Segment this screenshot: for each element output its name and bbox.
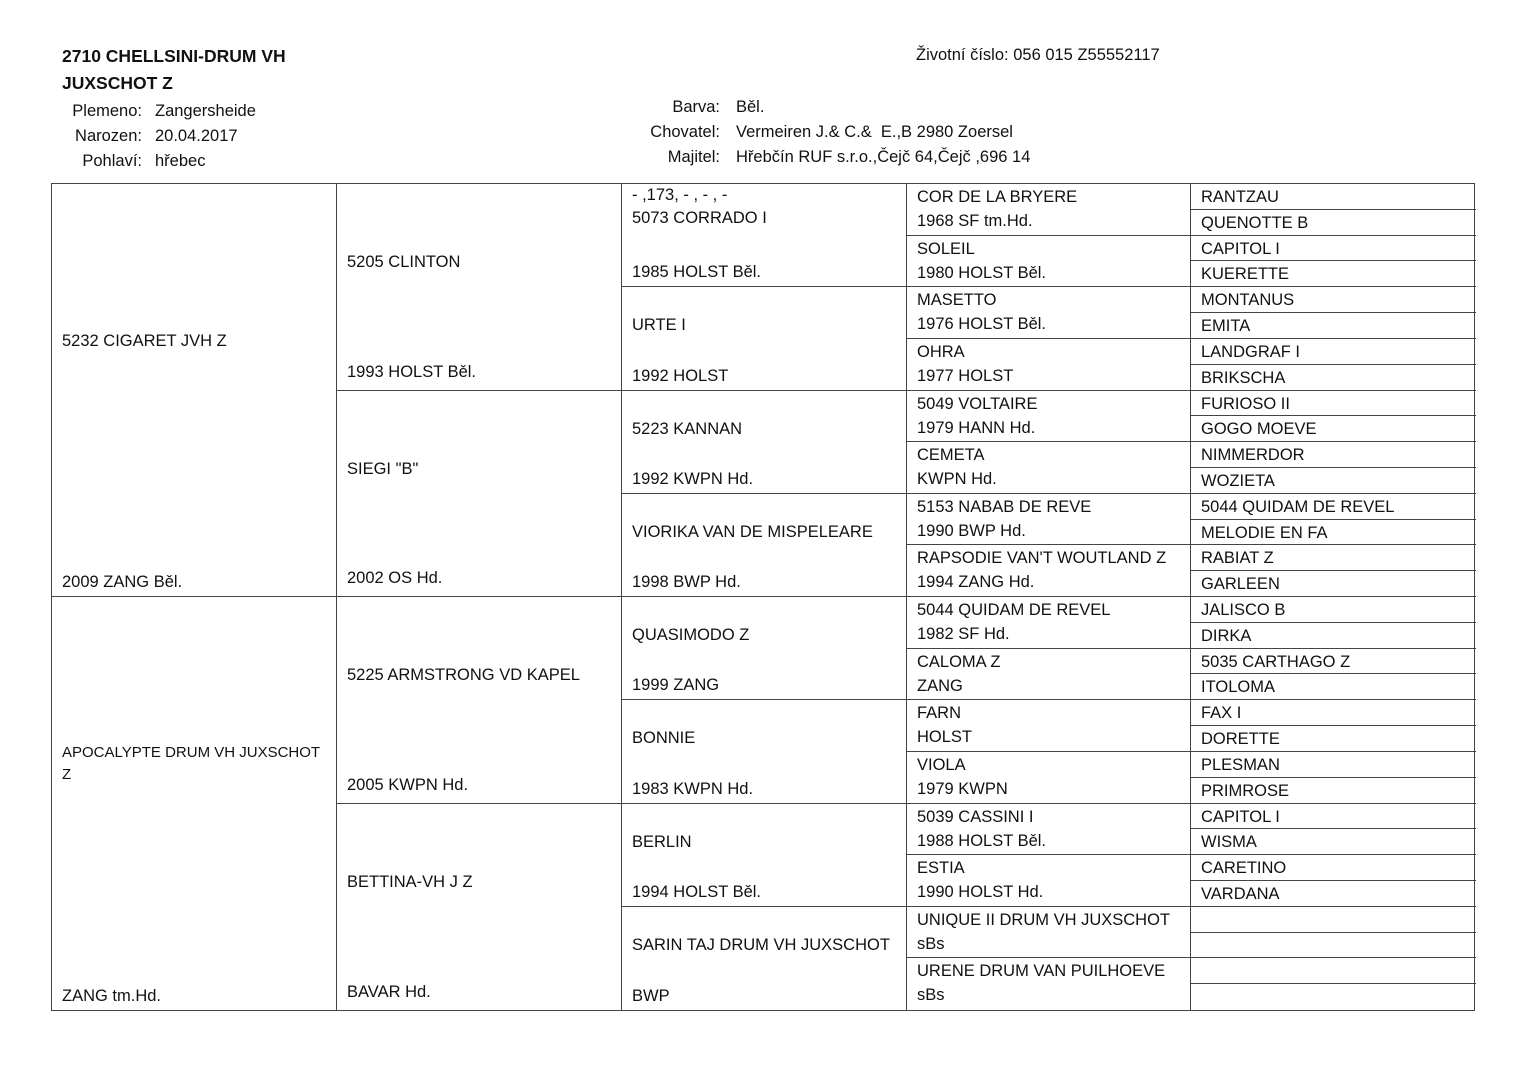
ancestor-name: 5223 KANNAN: [632, 419, 743, 438]
pedigree-cell-gen5: MONTANUS: [1191, 287, 1476, 313]
sex-row: [40, 149, 256, 174]
pedigree-cell-gen5: MELODIE EN FA: [1191, 520, 1476, 546]
pedigree-cell-gen5: [1191, 907, 1476, 933]
sex-label: Pohlaví:: [82, 152, 142, 170]
pedigree-cell-gen5: PRIMROSE: [1191, 778, 1476, 804]
ancestor-info: 1992 HOLST: [632, 366, 729, 385]
owner-label: Majitel:: [667, 148, 720, 166]
pedigree-cell-gen5: LANDGRAF I: [1191, 339, 1476, 365]
ancestor-name: RAPSODIE VAN'T WOUTLAND Z: [917, 549, 1167, 568]
ancestor-name: FARN: [917, 704, 962, 723]
pedigree-cell-gen5: 5035 CARTHAGO Z: [1191, 649, 1476, 675]
ancestor-info: 2009 ZANG Běl.: [62, 573, 183, 591]
pedigree-cell-gen2: [337, 184, 622, 391]
ancestor-name: SARIN TAJ DRUM VH JUXSCHOT: [632, 935, 890, 954]
ancestor-name: QUASIMODO Z: [632, 626, 750, 644]
pedigree-cell-gen4: [907, 958, 1191, 1010]
ancestor-name: URENE DRUM VAN PUILHOEVE: [917, 962, 1166, 981]
pedigree-cell-gen5: FURIOSO II: [1191, 391, 1476, 417]
ancestor-info: 1977 HOLST: [917, 366, 1014, 385]
pedigree-cell-gen2: [337, 804, 622, 1011]
pedigree-cell-gen5: RABIAT Z: [1191, 545, 1476, 571]
pedigree-cell-gen5: [1191, 984, 1476, 1010]
ancestor-name: 5205 CLINTON: [347, 253, 461, 271]
pedigree-cell-gen5: PLESMAN: [1191, 752, 1476, 778]
pedigree-cell-gen4: [907, 700, 1191, 752]
ancestor-name: SOLEIL: [917, 239, 975, 258]
pedigree-cell-gen5: RANTZAU: [1191, 184, 1476, 210]
ancestor-info: 1999 ZANG: [632, 676, 720, 695]
owner-row: [560, 145, 1030, 170]
pedigree-cell-gen5: GOGO MOEVE: [1191, 416, 1476, 442]
ancestor-name: MASETTO: [917, 291, 997, 310]
pedigree-cell-gen4: [907, 442, 1191, 494]
pedigree-cell-gen4: [907, 804, 1191, 856]
ancestor-name: URTE I: [632, 316, 686, 335]
pedigree-cell-gen5: JALISCO B: [1191, 597, 1476, 623]
pedigree-cell-gen4: [907, 184, 1191, 236]
ancestor-name: CEMETA: [917, 446, 985, 465]
ancestor-info: 1990 HOLST Hd.: [917, 883, 1044, 902]
pedigree-cell-gen3: [622, 597, 907, 700]
born-value: 20.04.2017: [155, 127, 238, 145]
ancestor-info: BWP: [632, 987, 670, 1005]
ancestor-name: VIORIKA VAN DE MISPELEARE: [632, 522, 873, 541]
pedigree-cell-gen5: WISMA: [1191, 829, 1476, 855]
ancestor-name: 5232 CIGARET JVH Z: [62, 332, 227, 350]
ancestor-name: BONNIE: [632, 729, 696, 748]
pedigree-cell-gen5: CAPITOL I: [1191, 804, 1476, 830]
ancestor-info: 1994 ZANG Hd.: [917, 573, 1035, 592]
info-left: [40, 99, 256, 174]
pedigree-cell-gen4: [907, 545, 1191, 597]
ancestor-info: 1994 HOLST Běl.: [632, 882, 762, 901]
pedigree-table: [51, 183, 1475, 1011]
pedigree-cell-gen5: KUERETTE: [1191, 261, 1476, 287]
ancestor-name: UNIQUE II DRUM VH JUXSCHOT: [917, 910, 1171, 929]
ancestor-info: 1979 KWPN: [917, 779, 1008, 798]
ancestor-name: 5039 CASSINI I: [917, 807, 1034, 826]
ancestor-info: 1983 KWPN Hd.: [632, 779, 754, 798]
pedigree-cell-gen1: [52, 597, 337, 1010]
ancestor-info: BAVAR Hd.: [347, 983, 431, 1001]
pedigree-cell-gen4: [907, 391, 1191, 443]
ancestor-info: ZANG tm.Hd.: [62, 987, 162, 1005]
info-right: [560, 95, 1030, 170]
pedigree-cell-gen4: [907, 597, 1191, 649]
ancestor-info: HOLST: [917, 728, 973, 747]
pedigree-cell-gen4: [907, 907, 1191, 959]
breed-row: [40, 99, 256, 124]
ancestor-info: sBs: [917, 986, 945, 1005]
ancestor-info: 1968 SF tm.Hd.: [917, 212, 1033, 230]
ancestor-name: 5044 QUIDAM DE REVEL: [917, 601, 1111, 619]
ancestor-info: 1988 HOLST Běl.: [917, 831, 1047, 850]
pedigree-cell-gen5: EMITA: [1191, 313, 1476, 339]
ancestor-name: APOCALYPTE DRUM VH JUXSCHOT Z: [62, 744, 320, 783]
color-label: Barva:: [672, 98, 720, 116]
horse-title: 2710 CHELLSINI-DRUM VH JUXSCHOT Z: [62, 46, 286, 93]
pedigree-cell-gen4: [907, 236, 1191, 288]
breed-label: Plemeno:: [72, 102, 142, 120]
pedigree-cell-gen3: [622, 184, 907, 287]
pedigree-cell-gen4: [907, 649, 1191, 701]
ancestor-name: ESTIA: [917, 859, 965, 878]
pedigree-cell-gen5: DORETTE: [1191, 726, 1476, 752]
pedigree-cell-gen4: [907, 752, 1191, 804]
ancestor-info: 1985 HOLST Běl.: [632, 263, 762, 282]
life-number-label: Životní číslo:: [916, 46, 1009, 64]
ancestor-name: 5153 NABAB DE REVE: [917, 497, 1092, 516]
ancestor-info: sBs: [917, 934, 945, 953]
ancestor-info: 1982 SF Hd.: [917, 625, 1010, 643]
pedigree-cell-gen3: [622, 907, 907, 1010]
life-number-value: 056 015 Z55552117: [1013, 46, 1160, 64]
pedigree-cell-gen5: GARLEEN: [1191, 571, 1476, 597]
ancestor-name: VIOLA: [917, 755, 966, 774]
ancestor-info: 2005 KWPN Hd.: [347, 775, 469, 794]
pedigree-cell-gen5: WOZIETA: [1191, 468, 1476, 494]
ancestor-code: - ,173, - , - , -: [632, 186, 728, 204]
owner-value: Hřebčín RUF s.r.o.,Čejč 64,Čejč ,696 14: [736, 148, 1031, 166]
pedigree-cell-gen2: [337, 391, 622, 598]
ancestor-info: 1979 HANN Hd.: [917, 418, 1036, 437]
pedigree-cell-gen4: [907, 339, 1191, 391]
ancestor-info: 1990 BWP Hd.: [917, 521, 1026, 540]
color-row: [560, 95, 1030, 120]
ancestor-name: CALOMA Z: [917, 652, 1001, 671]
pedigree-cell-gen3: [622, 700, 907, 803]
ancestor-info: 2002 OS Hd.: [347, 569, 443, 587]
life-number: [916, 43, 1160, 67]
breeder-label: Chovatel:: [650, 123, 720, 141]
pedigree-cell-gen5: 5044 QUIDAM DE REVEL: [1191, 494, 1476, 520]
pedigree-cell-gen2: [337, 597, 622, 804]
pedigree-cell-gen5: ITOLOMA: [1191, 674, 1476, 700]
sex-value: hřebec: [155, 152, 206, 170]
pedigree-cell-gen4: [907, 494, 1191, 546]
ancestor-name: COR DE LA BRYERE: [917, 188, 1078, 206]
ancestor-info: 1993 HOLST Běl.: [347, 362, 477, 381]
breeder-value: Vermeiren J.& C.& E.,B 2980 Zoersel: [736, 123, 1013, 141]
pedigree-cell-gen3: [622, 287, 907, 390]
pedigree-cell-gen5: NIMMERDOR: [1191, 442, 1476, 468]
color-value: Běl.: [736, 98, 765, 116]
pedigree-cell-gen1: [52, 184, 337, 597]
pedigree-cell-gen5: QUENOTTE B: [1191, 210, 1476, 236]
ancestor-name: SIEGI "B": [347, 459, 419, 478]
pedigree-cell-gen4: [907, 855, 1191, 907]
pedigree-cell-gen5: [1191, 933, 1476, 959]
pedigree-cell-gen5: CAPITOL I: [1191, 236, 1476, 262]
born-row: [40, 124, 256, 149]
ancestor-name: 5073 CORRADO I: [632, 209, 767, 227]
pedigree-cell-gen3: [622, 494, 907, 597]
pedigree-cell-gen5: FAX I: [1191, 700, 1476, 726]
ancestor-info: 1976 HOLST Běl.: [917, 315, 1047, 334]
ancestor-info: 1992 KWPN Hd.: [632, 469, 754, 488]
ancestor-name: 5049 VOLTAIRE: [917, 394, 1038, 413]
born-label: Narozen:: [75, 127, 142, 145]
ancestor-name: 5225 ARMSTRONG VD KAPEL: [347, 666, 580, 684]
ancestor-name: OHRA: [917, 342, 965, 361]
ancestor-name: BERLIN: [632, 832, 692, 851]
pedigree-cell-gen5: [1191, 958, 1476, 984]
pedigree-cell-gen5: BRIKSCHA: [1191, 365, 1476, 391]
pedigree-cell-gen4: [907, 287, 1191, 339]
breed-value: Zangersheide: [155, 102, 256, 120]
ancestor-info: 1980 HOLST Běl.: [917, 263, 1047, 282]
pedigree-cell-gen5: VARDANA: [1191, 881, 1476, 907]
ancestor-info: ZANG: [917, 676, 963, 695]
breeder-row: [560, 120, 1030, 145]
pedigree-cell-gen5: CARETINO: [1191, 855, 1476, 881]
ancestor-name: BETTINA-VH J Z: [347, 872, 473, 891]
ancestor-info: KWPN Hd.: [917, 470, 997, 489]
pedigree-cell-gen3: [622, 804, 907, 907]
ancestor-info: 1998 BWP Hd.: [632, 573, 741, 591]
pedigree-cell-gen5: DIRKA: [1191, 623, 1476, 649]
pedigree-cell-gen3: [622, 391, 907, 494]
